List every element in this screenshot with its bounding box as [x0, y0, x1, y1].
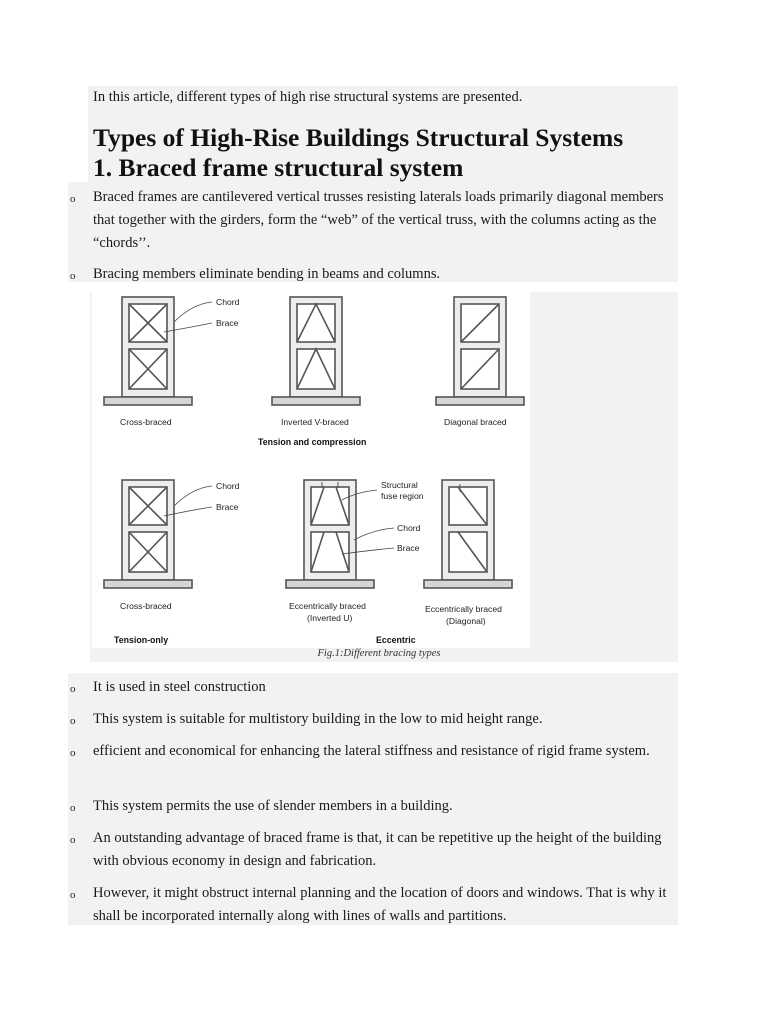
bracing-diagram: [92, 292, 530, 648]
bullet-marker: o: [70, 683, 76, 695]
cross-braced-frame-1: [104, 297, 192, 405]
bullet-marker: o: [70, 193, 76, 205]
bracing-figure: [92, 292, 530, 648]
brace-label: Brace: [216, 502, 239, 512]
chord-label: Chord: [397, 523, 421, 533]
eccentric-diagonal-frame: [424, 480, 512, 588]
list-item: An outstanding advantage of braced frame is that, it can be repetitive up the height of the building with obvious economy in design and fabrication.: [93, 830, 662, 869]
eccentric-inverted-u-frame: [286, 480, 374, 588]
intro-text: In this article, different types of high rise structural systems are presented.: [93, 89, 523, 105]
heading-line-2: 1. Braced frame structural system: [93, 153, 464, 182]
list-item: It is used in steel construction: [93, 679, 266, 695]
list-item: This system permits the use of slender members in a building.: [93, 798, 453, 814]
list-item: Braced frames are cantilevered vertical trusses resisting laterals loads primarily diagonal members that together with the girders, form the “web” of the vertical truss, with the columns acting as the “chords’’.: [93, 189, 664, 251]
figure-caption: Fig.1:Different bracing types: [317, 648, 441, 659]
list-item: This system is suitable for multistory building in the low to mid height range.: [93, 711, 543, 727]
cross-braced-frame-2: [104, 480, 192, 588]
fuse-region-label: fuse region: [381, 491, 424, 501]
bullet-marker: o: [70, 747, 76, 759]
bullet-marker: o: [70, 834, 76, 846]
list-item: efficient and economical for enhancing the lateral stiffness and resistance of rigid frame system.: [93, 743, 650, 759]
tension-compression-label: Tension and compression: [258, 437, 367, 447]
eccentric-diagonal-label-1: Eccentrically braced: [425, 604, 502, 614]
cross-braced-label: Cross-braced: [120, 417, 172, 427]
eccentric-diagonal-label-2: (Diagonal): [446, 616, 486, 626]
bullet-marker: o: [70, 802, 76, 814]
chord-label: Chord: [216, 481, 240, 491]
inverted-v-label: Inverted V-braced: [281, 417, 349, 427]
list-item: Bracing members eliminate bending in beams and columns.: [93, 266, 441, 282]
section-heading: [93, 123, 678, 183]
structural-label: Structural: [381, 480, 418, 490]
diagonal-braced-label: Diagonal braced: [444, 417, 507, 427]
cross-braced-label: Cross-braced: [120, 601, 172, 611]
eccentric-label: Eccentric: [376, 635, 416, 645]
tension-only-label: Tension-only: [114, 635, 169, 645]
diagonal-braced-frame: [436, 297, 524, 405]
bullet-marker: o: [70, 889, 76, 901]
brace-label: Brace: [216, 318, 239, 328]
list-item: However, it might obstruct internal planning and the location of doors and windows. That is why it shall be incorporated internally along with lines of walls and partitions.: [93, 885, 667, 924]
brace-label: Brace: [397, 543, 420, 553]
bullet-marker: o: [70, 270, 76, 282]
chord-label: Chord: [216, 297, 240, 307]
bullet-marker: o: [70, 715, 76, 727]
heading-line-1: Types of High-Rise Buildings Structural Systems: [93, 123, 624, 152]
eccentric-inverted-u-label-1: Eccentrically braced: [289, 601, 366, 611]
inverted-v-frame: [272, 297, 360, 405]
eccentric-inverted-u-label-2: (Inverted U): [307, 613, 353, 623]
